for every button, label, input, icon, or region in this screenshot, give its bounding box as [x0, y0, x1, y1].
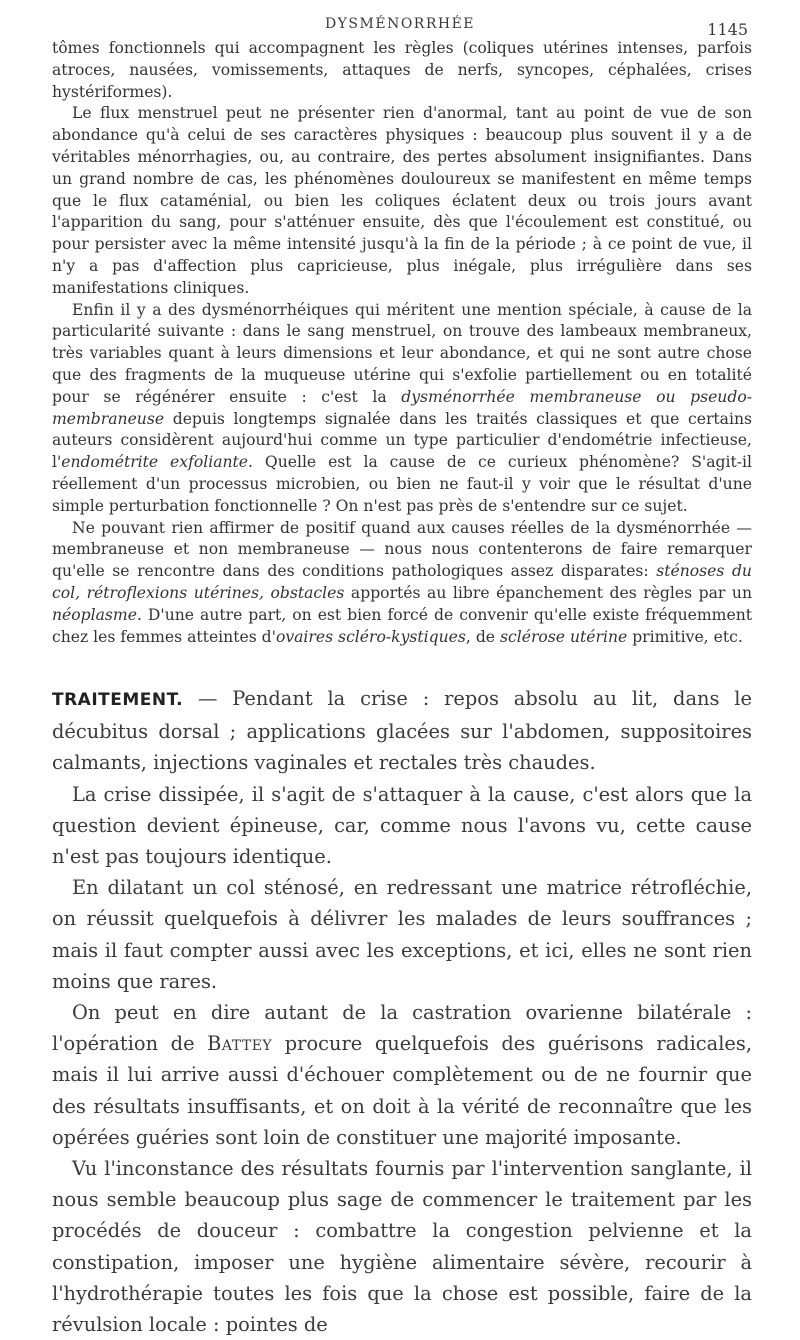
text-run: apportés au libre épanchement des règles par un — [344, 583, 752, 602]
text-run: Enfin il y a des dysménorrhéiques qui méritent une mention spéciale, à cause de la particularité suivante : dans le sang menstruel, on trouve des lambeaux membraneux, très variables quant à leurs dimensions et leur abondance, et qui ne sont autre chose que des fragments de la muqueuse utérine qui s'exfolie partiellement ou en totalité pour se régénérer ensuite : c'est la — [52, 300, 752, 406]
paragraph-causes — [52, 518, 752, 649]
italic-term: endométrite exfoliante — [61, 453, 249, 472]
text-run: primitive, etc. — [627, 627, 743, 646]
text-run: On peut en dire autant de la castration ovarienne bilatérale : l'opération de — [52, 1001, 752, 1056]
page-number: 1145 — [707, 20, 748, 39]
text-run: , de — [465, 627, 500, 646]
text-run: Ne pouvant rien affirmer de positif quand aux causes réelles de la dysménorrhée — membraneuse et non membraneuse — nous nous contenterons de faire remarquer qu'elle se rencontre dans des conditions pathologiques assez disparates: — [52, 518, 752, 581]
paragraph-treatment-crisis — [52, 683, 752, 779]
paragraph-treatment-cause: La crise dissipée, il s'agit de s'attaquer à la cause, c'est alors que la question devient épineuse, car, comme nous l'avons vu, cette cause n'est pas toujours identique. — [52, 782, 752, 869]
text-run: procure quelquefois des guérisons radicales, mais il lui arrive aussi d'échouer complètement ou de ne fournir que des résultats insuffisants, et on doit à la vérité de reconnaître que les opérées guéries sont loin de constituer une majorité imposante. — [52, 1032, 752, 1149]
running-title: DYSMÉNORRHÉE — [324, 16, 476, 32]
treatment-section — [52, 683, 752, 1340]
text-run: . D'une autre part, on est bien forcé de convenir qu'elle existe fréquemment chez les femmes atteintes d' — [52, 605, 752, 646]
italic-term: sténoses du col, rétroflexions utérines, obstacles — [52, 562, 752, 602]
author-name: Battey — [207, 1032, 273, 1056]
small-print-section — [52, 38, 752, 648]
paragraph-membranous-dysmenorrhea — [52, 300, 752, 518]
italic-term: sclérose utérine — [500, 627, 628, 646]
paragraph-treatment-castration — [52, 997, 752, 1153]
italic-term: dysménorrhée membraneuse ou pseudo-membraneuse — [52, 387, 752, 428]
paragraph-symptoms: tômes fonctionnels qui accompagnent les règles (coliques utérines intenses, parfois atroces, nausées, vomissements, attaques de nerfs, syncopes, céphalées, crises hystériformes). — [52, 39, 752, 101]
text-run: depuis longtemps signalée dans les traités classiques et que certains auteurs considèrent aujourd'hui comme un type particulier d'endométrie infectieuse, l' — [52, 409, 752, 472]
text-run: . Quelle est la cause de ce curieux phénomène? S'agit-il réellement d'un processus microbien, ou bien ne faut-il y voir que le résultat d'une simple perturbation fonctionnelle ? On n'est pas près de s'entendre sur ce sujet. — [52, 453, 752, 515]
paragraph-treatment-gentle: Vu l'inconstance des résultats fournis par l'intervention sanglante, il nous semble beaucoup plus sage de commencer le traitement par les procédés de douceur : combattre la congestion pelvienne et la constipation, imposer une hygiène alimentaire sévère, recourir à l'hydrothérapie toutes les fois que la chose est possible, faire de la révulsion locale : pointes de — [52, 1157, 752, 1337]
paragraph-treatment-dilation: En dilatant un col sténosé, en redressant une matrice rétrofléchie, on réussit quelquefois à délivrer les malades de leurs souffrances ; mais il faut compter aussi avec les exceptions, et ici, elles ne sont rien moins que rares. — [52, 876, 752, 993]
section-heading: TRAITEMENT. — [52, 690, 184, 710]
text-run: — Pendant la crise : repos absolu au lit, dans le décubitus dorsal ; applications glacées sur l'abdomen, suppositoires calmants, injections vaginales et rectales très chaudes. — [52, 687, 752, 775]
paragraph-menstrual-flow: Le flux menstruel peut ne présenter rien d'anormal, tant au point de vue de son abondance qu'à celui de ses caractères physiques : beaucoup plus souvent il y a de véritables ménorrhagies, ou, au contraire, des pertes absolument insignifiantes. Dans un grand nombre de cas, les phénomènes douloureux se manifestent en même temps que le flux cataménial, ou bien les coliques éclatent deux ou trois jours avant l'apparition du sang, pour s'atténuer ensuite, dès que l'écoulement est constitué, ou pour persister avec la même intensité jusqu'à la fin de la période ; à ce point de vue, il n'y a pas d'affection plus capricieuse, plus inégale, plus irrégulière dans ses manifestations cliniques. — [52, 104, 752, 297]
italic-term: ovaires scléro-kystiques — [275, 627, 466, 646]
italic-term: néoplasme — [52, 605, 137, 624]
